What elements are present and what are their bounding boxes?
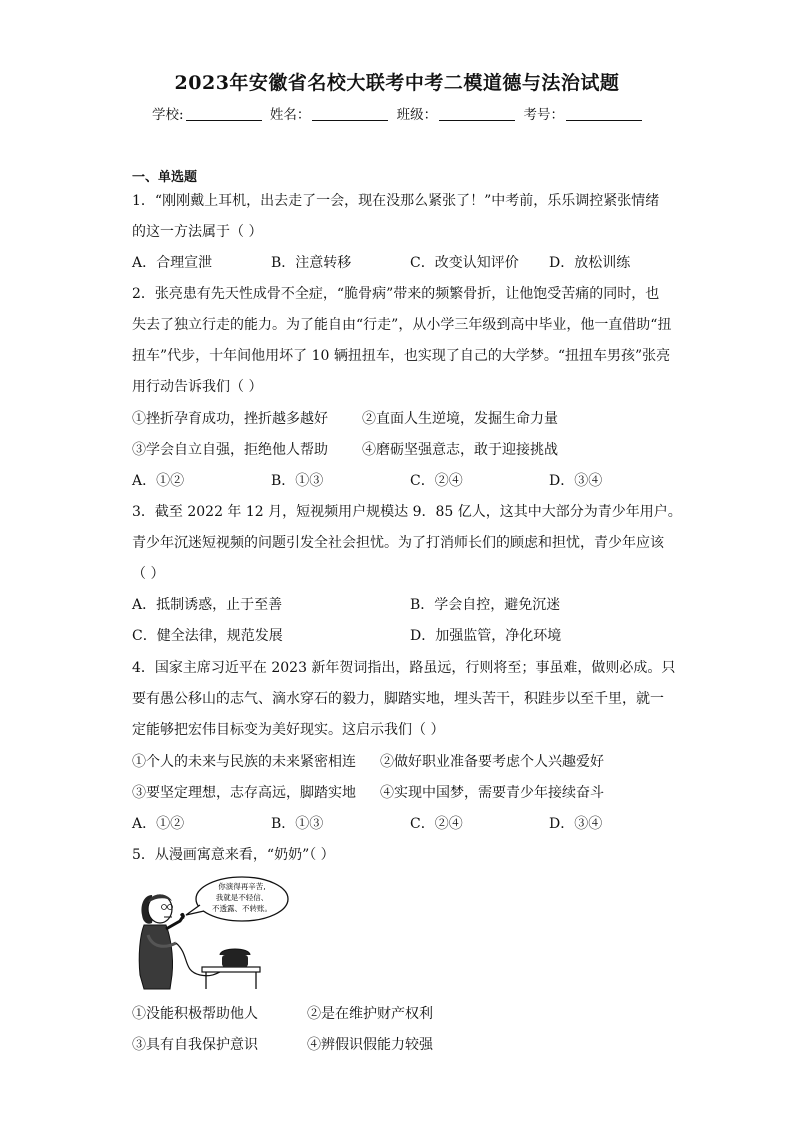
q4-stem-line: 定能够把宏伟目标变为美好现实。这启示我们（ ） <box>132 722 445 738</box>
q4-statement-2: ②做好职业准备要考虑个人兴趣爱好 <box>380 754 604 770</box>
bubble-line-3: 不透露、不转账。 <box>212 904 272 913</box>
q1-stem-line: 1．“刚刚戴上耳机，出去走了一会，现在没那么紧张了！”中考前，乐乐调控紧张情绪 <box>132 193 660 209</box>
q4-option-c[interactable]: C．②④ <box>410 816 463 832</box>
q4-stem-line: 要有愚公移山的志气、滴水穿石的毅力，脚踏实地，埋头苦干，积跬步以至千里，就一 <box>132 691 664 707</box>
q2-statement-2: ②直面人生逆境，发掘生命力量 <box>362 411 558 427</box>
number-field[interactable]: 考号： <box>523 103 642 123</box>
q1-option-d[interactable]: D．放松训练 <box>549 255 631 271</box>
q2-option-a[interactable]: A．①② <box>132 473 185 489</box>
q4-option-d[interactable]: D．③④ <box>549 816 603 832</box>
q5-statement-1: ①没能积极帮助他人 <box>132 1006 258 1022</box>
bubble-line-2: 我就是不轻信、 <box>215 893 269 902</box>
q3-option-d[interactable]: D．加强监管，净化环境 <box>410 628 562 644</box>
q3-option-c[interactable]: C．健全法律，规范发展 <box>132 628 283 644</box>
q4-statement-4: ④实现中国梦，需要青少年接续奋斗 <box>380 785 604 801</box>
q1-option-a[interactable]: A．合理宣泄 <box>132 255 213 271</box>
q2-option-d[interactable]: D．③④ <box>549 473 603 489</box>
q5-statement-2: ②是在维护财产权利 <box>307 1006 433 1022</box>
q2-stem-line: 2．张亮患有先天性成骨不全症，“脆骨病”带来的频繁骨折，让他饱受苦痛的同时，也 <box>132 286 660 302</box>
q2-stem-line: 扭车”代步，十年间他用坏了 10 辆扭扭车，也实现了自己的大学梦。“扭扭车男孩”张亮 <box>132 348 671 364</box>
section-heading: 一、单选题 <box>132 170 198 185</box>
class-field[interactable]: 班级： <box>397 103 516 123</box>
q5-stem-line: 5．从漫画寓意来看，“奶奶”（ ） <box>132 847 335 863</box>
q4-option-a[interactable]: A．①② <box>132 816 185 832</box>
q2-statement-3: ③学会自立自强，拒绝他人帮助 <box>132 442 328 458</box>
school-blank[interactable] <box>186 120 262 121</box>
q5-statement-4: ④辨假识假能力较强 <box>307 1037 433 1053</box>
bubble-line-1: 你演得再辛苦, <box>218 882 266 891</box>
q3-stem-line: （ ） <box>132 566 165 582</box>
cartoon-grandma-phone <box>130 875 290 991</box>
page-title: 2023年安徽省名校大联考中考二模道德与法治试题 <box>174 72 620 94</box>
q5-statement-3: ③具有自我保护意识 <box>132 1037 258 1053</box>
q4-stem-line: 4．国家主席习近平在 2023 新年贺词指出，路虽远，行则将至；事虽难，做则必成。只 <box>132 660 676 676</box>
number-blank[interactable] <box>566 120 642 121</box>
q2-statement-1: ①挫折孕育成功，挫折越多越好 <box>132 411 328 427</box>
q2-statement-4: ④磨砺坚强意志，敢于迎接挑战 <box>362 442 558 458</box>
name-blank[interactable] <box>312 120 388 121</box>
q2-option-b[interactable]: B．①③ <box>271 473 324 489</box>
q3-option-b[interactable]: B．学会自控，避免沉迷 <box>410 597 561 613</box>
name-field[interactable]: 姓名： <box>270 103 389 123</box>
q3-option-a[interactable]: A．抵制诱惑，止于至善 <box>132 597 283 613</box>
q4-statement-3: ③要坚定理想，志存高远，脚踏实地 <box>132 785 356 801</box>
q2-option-c[interactable]: C．②④ <box>410 473 463 489</box>
q1-option-b[interactable]: B．注意转移 <box>271 255 352 271</box>
student-info-line <box>0 103 794 123</box>
q1-option-c[interactable]: C．改变认知评价 <box>410 255 519 271</box>
q4-statement-1: ①个人的未来与民族的未来紧密相连 <box>132 754 356 770</box>
q1-stem-line: 的这一方法属于（ ） <box>132 224 263 240</box>
q3-stem-line: 青少年沉迷短视频的问题引发全社会担忧。为了打消师长们的顾虑和担忧，青少年应该 <box>132 535 664 551</box>
q4-option-b[interactable]: B．①③ <box>271 816 324 832</box>
q2-stem-line: 失去了独立行走的能力。为了能自由“行走”，从小学三年级到高中毕业，他一直借助“扭 <box>132 317 672 333</box>
class-blank[interactable] <box>439 120 515 121</box>
q3-stem-line: 3．截至 2022 年 12 月，短视频用户规模达 9．85 亿人，这其中大部分为青少年用户。 <box>132 504 682 520</box>
school-field[interactable]: 学校: <box>152 103 262 123</box>
q2-stem-line: 用行动告诉我们（ ） <box>132 379 263 395</box>
